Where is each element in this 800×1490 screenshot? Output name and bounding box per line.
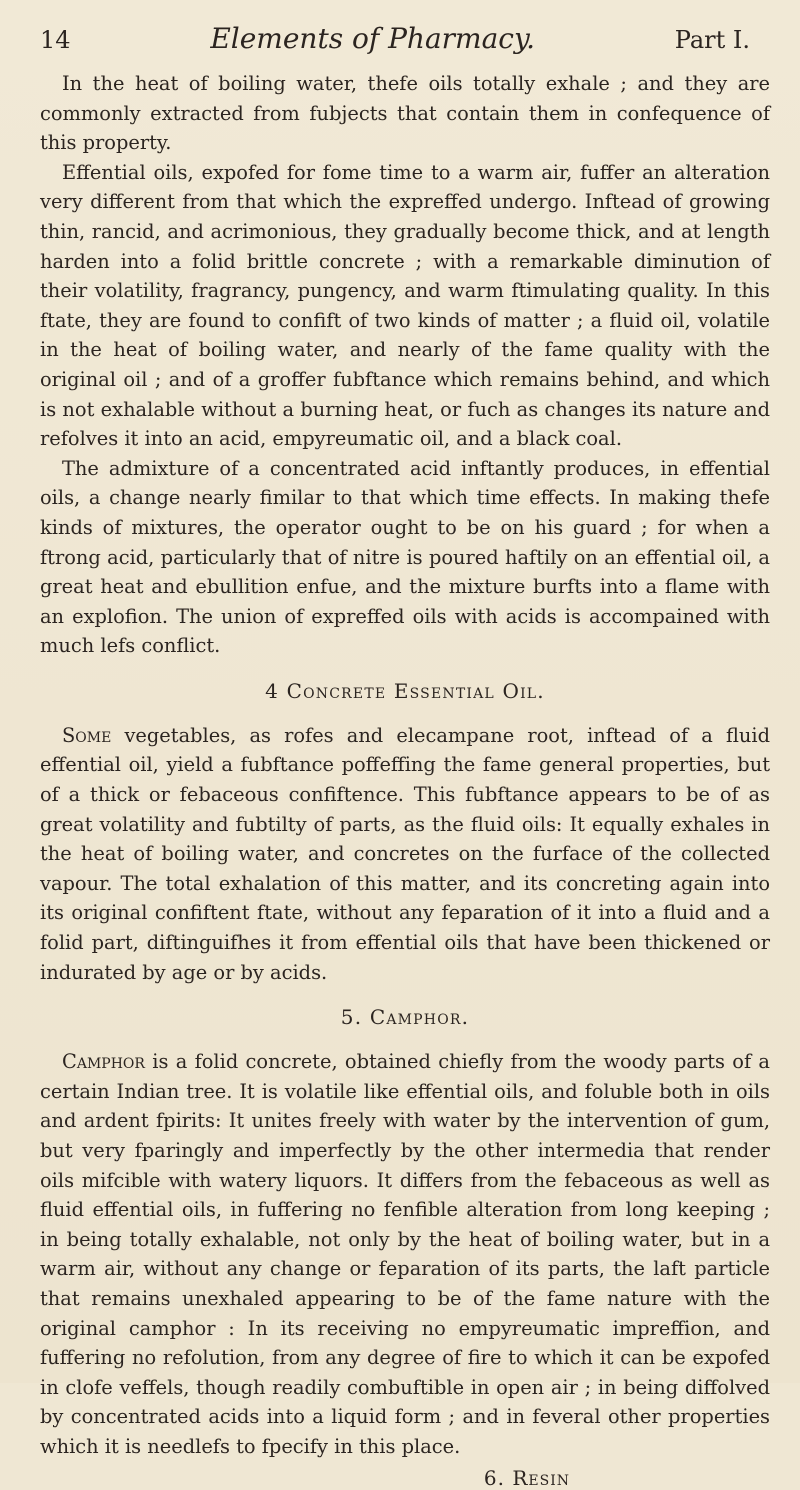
part-label: Part I. [674,26,750,54]
paragraph-5-text: is a folid concrete, obtained chiefly from the woody parts of a certain Indian tree. It is volatile like effential oils, and foluble both in oils and ardent fpirits: It unites freely with water by the intervention of gum, but very fparingly and imperfectly by the other intermedia that render oils mifcible with watery liquors. It differs from the febaceous as well as fluid effential oils, in fuffering no fenfible alteration from long keeping ; in being totally exhalable, not only by the heat of boiling water, but in a warm air, without any change or feparation of its parts, the laft particle that remains unexhaled appearing to be of the fame nature with the original camphor : In its receiving no empyreumatic impreffion, and fuffering no refolution, from any degree of fire to which it can be expofed in clofe veffels, though readily combuftible in open air ; in being diffolved by concentrated acids into a liquid form ; and in feveral other properties which it is needlefs to fpecify in this place. [40,1050,770,1458]
section-heading-5: 5. Camphor. [340,1005,470,1030]
paragraph-4-lead: Some [62,723,112,747]
catchword: 6. Resin [483,1465,570,1490]
paragraph-2: Effential oils, expofed for fome time to a warm air, fuffer an alteration very different from that which the expreffed undergo. Inftead of growing thin, rancid, and acrimonious, they gradually become thick, and at length harden into a folid brittle concrete ; with a remarkable diminution of their volatility, fragrancy, pungency, and warm ftimulating quality. In this ftate, they are found to confift of two kinds of matter ; a fluid oil, volatile in the heat of boiling water, and nearly of the fame quality with the original oil ; and of a groffer fubftance which remains behind, and which is not exhalable without a burning heat, or fuch as changes its nature and refolves it into an acid, empyreumatic oil, and a black coal. [40,160,770,451]
running-title: Elements of Pharmacy. [210,22,535,55]
page-number: 14 [40,26,71,54]
paragraph-5-lead: Camphor [62,1050,145,1074]
paragraph-3: The admixture of a concentrated acid inftantly produces, in effential oils, a change nearly fimilar to that which time effects. In making thefe kinds of mixtures, the operator ought to be on his guard ; for when a ftrong acid, particularly that of nitre is poured haftily on an effential oil, a great heat and ebullition enfue, and the mixture burfts into a flame with an explofion. The union of expreffed oils with acids is accompained with much lefs conflict. [40,456,770,658]
running-head [40,22,770,55]
paragraph-1: In the heat of boiling water, thefe oils totally exhale ; and they are commonly extracted from fubjects that contain them in confequence of this property. [40,72,770,155]
paragraph-5 [40,1047,770,1461]
paragraph-4-text: vegetables, as rofes and elecampane root, inftead of a fluid effential oil, yield a fubftance poffeffing the fame general properties, but of a thick or febaceous confiftence. This fubftance appears to be of as great volatility and fubtilty of parts, as the fluid oils: It equally exhales in the heat of boiling water, and concretes on the furface of the collected vapour. The total exhalation of this matter, and its concreting again into its original confiftent ftate, without any feparation of it into a fluid and a folid part, diftinguifhes it from effential oils that have been thickened or indurated by age or by acids. [40,723,770,984]
section-heading-4: 4 Concrete Essential Oil. [265,678,545,703]
paragraph-4 [40,721,770,987]
